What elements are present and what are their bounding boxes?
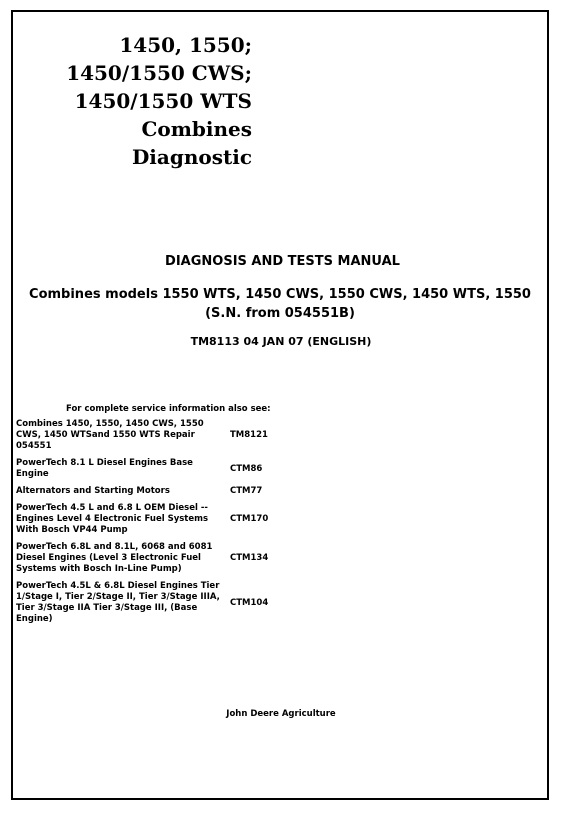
reference-code: CTM104 [230,597,269,608]
title-line: Combines [141,117,252,141]
reference-code: CTM134 [230,553,269,563]
reference-title: PowerTech 8.1 L Diesel Engines Base Engine [16,458,193,479]
title-line: Diagnostic [131,145,252,169]
reference-code: CTM86 [230,463,263,474]
reference-row [16,581,276,631]
title-line: 1450, 1550; [119,33,252,57]
reference-row [16,542,276,581]
reference-row [16,503,276,542]
manual-models-heading: Combines models 1550 WTS, 1450 CWS, 1550 CWS, 1450 WTS, 1550 (S.N. from 054551B) [29,287,531,321]
manual-title [66,31,252,171]
reference-title: PowerTech 4.5L & 6.8L Diesel Engines Tier 1/Stage I, Tier 2/Stage II, Tier 3/Stage IIIA, Tier 3/Stage IIA Tier 3/Stage III, (Base Engine) [16,581,220,624]
reference-table [16,419,276,631]
title-line: 1450/1550 CWS; [66,61,252,85]
reference-row [16,419,276,458]
reference-code: CTM170 [230,514,269,524]
see-also-heading: For complete service information also see: [66,404,271,414]
reference-row [16,486,276,503]
reference-code: CTM77 [230,486,263,496]
manual-type-heading: DIAGNOSIS AND TESTS MANUAL [165,254,400,269]
reference-title: Alternators and Starting Motors [16,486,170,496]
reference-title: PowerTech 4.5 L and 6.8 L OEM Diesel -- Engines Level 4 Electronic Fuel Systems With Bosch VP44 Pump [16,503,209,535]
reference-code: TM8121 [230,430,268,440]
publisher-name: John Deere Agriculture [226,709,336,719]
title-line: 1450/1550 WTS [74,89,252,113]
reference-row [16,458,276,486]
manual-id: TM8113 04 JAN 07 (ENGLISH) [190,335,372,348]
reference-title: PowerTech 6.8L and 8.1L, 6068 and 6081 Diesel Engines (Level 3 Electronic Fuel Systems with Bosch In-Line Pump) [16,542,213,574]
reference-title: Combines 1450, 1550, 1450 CWS, 1550 CWS, 1450 WTSand 1550 WTS Repair 054551 [16,419,204,451]
